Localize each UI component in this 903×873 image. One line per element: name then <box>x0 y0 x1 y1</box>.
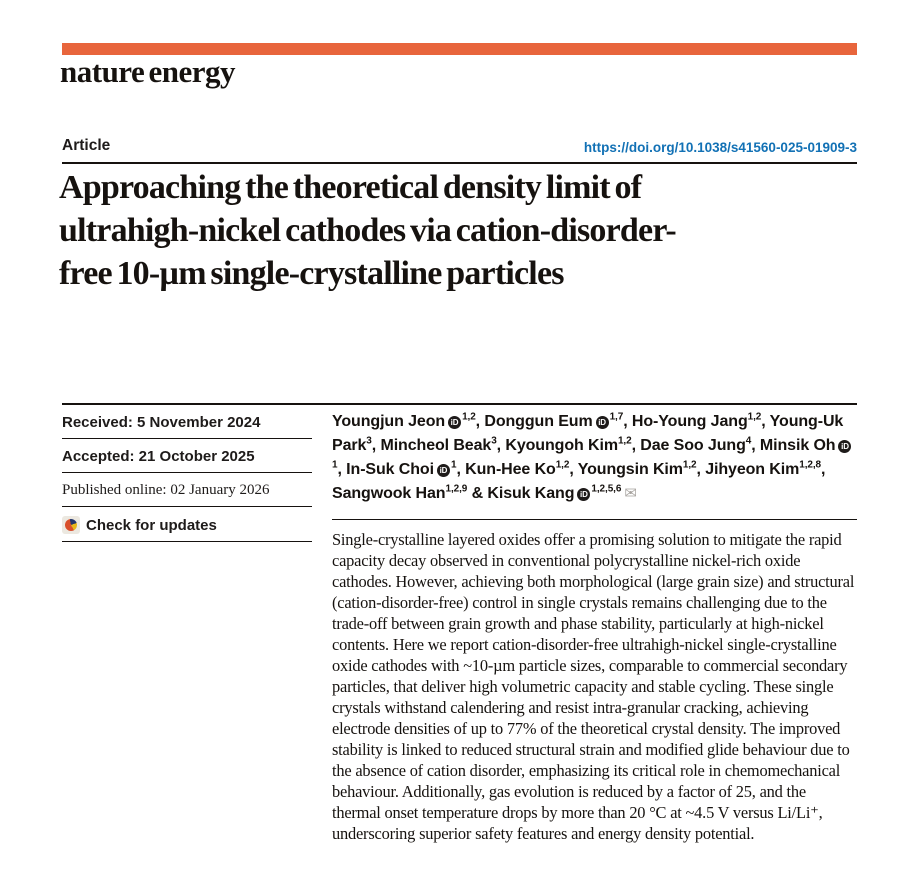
orcid-icon[interactable]: iD <box>596 416 609 429</box>
author-name: Mincheol Beak <box>380 437 492 454</box>
author-superscript: 1,2,9 <box>445 483 468 495</box>
author-superscript: 1,2 <box>682 459 697 471</box>
check-for-updates-button[interactable] <box>62 516 312 534</box>
meta-received: Received: 5 November 2024 <box>62 405 312 439</box>
author-name: Jihyeon Kim <box>705 461 800 478</box>
content-columns <box>62 405 857 844</box>
author-name: Minsik Oh <box>759 437 836 454</box>
meta-accepted: Accepted: 21 October 2025 <box>62 439 312 473</box>
author-superscript: 1,2 <box>747 411 762 423</box>
author-superscript: 1,2 <box>555 459 570 471</box>
author-superscript: 1,2,5,6 <box>591 483 622 495</box>
author-superscript: 1,7 <box>609 411 624 423</box>
author-superscript: 4 <box>745 435 752 447</box>
email-icon[interactable]: ✉ <box>624 485 637 502</box>
abstract-section <box>332 519 857 844</box>
author-name: Youngsin Kim <box>577 461 683 478</box>
article-type-label: Article <box>62 137 111 154</box>
author-superscript: 1 <box>450 459 457 471</box>
author-superscript: 1,2 <box>617 435 632 447</box>
orcid-icon[interactable]: iD <box>448 416 461 429</box>
journal-logo: nature energy <box>60 54 236 89</box>
author-name: Donggun Eum <box>484 413 593 430</box>
orcid-icon[interactable]: iD <box>437 464 450 477</box>
author-list: Youngjun Jeon iD $^{1,2}$, Donggun Eum iD $^{1,7}$, Ho-Young Jang$^{1,2}$, Young-Uk Park$^3$, Mincheol Beak$^3$, Kyoungoh Kim$^{1,2}$, Dae Soo Jung$^4$, Minsik Oh $iD^1$, In-Suk Choi iD $^1$, Kun-Hee Ko$^{1,2}$, Youngsin Kim$^{1,2}$, Jihyeon Kim$^{1,2,8}$, Sangwook Han$^{1,2,9}$ & Kisuk Kang iD $^{1,2,5,6}$ ✉ <box>332 405 857 506</box>
author-superscript: 3 <box>491 435 497 447</box>
metadata-column <box>62 405 312 844</box>
crossmark-icon <box>62 516 80 534</box>
author-superscript: 1 <box>332 459 338 471</box>
article-header-row <box>62 137 857 164</box>
main-column <box>332 405 857 844</box>
author-name: Dae Soo Jung <box>640 437 746 454</box>
orcid-icon[interactable]: iD <box>577 488 590 501</box>
author-superscript: 1,2,8 <box>799 459 821 471</box>
author-name: Youngjun Jeon <box>332 413 446 430</box>
author-name: Kun-Hee Ko <box>465 461 556 478</box>
author-name: Ho-Young Jang <box>631 413 748 430</box>
author-name: Kyoungoh Kim <box>505 437 618 454</box>
author-name: Sangwook Han <box>332 485 446 502</box>
abstract-text: Single-crystalline layered oxides offer a promising solution to mitigate the rapid capacity decay observed in conventional polycrystalline nickel-rich oxide cathodes. However, achieving both morphological (large grain size) and structural (cation-disorder-free) control in single crystals remains challenging due to the trade-off between grain growth and phase stability, particularly at high-nickel contents. Here we report cation-disorder-free ultrahigh-nickel single-crystalline oxide cathodes with ~10-µm particle sizes, comparable to commercial secondary particles, that deliver high volumetric capacity and stable cycling. These single crystals withstand calendering and resist intra-granular cracking, achieving electrode densities of up to 77% of the theoretical crystal density. The improved stability is linked to reduced structural strain and modified glide behaviour due to the absence of cation disorder, emphasizing its critical role in chemomechanical behaviour. Additionally, gas evolution is reduced by a factor of 25, and the thermal onset temperature drops by more than 20 °C at ~4.5 V versus Li/Li⁺, underscoring superior safety features and energy density potential. <box>332 530 855 843</box>
check-for-updates-label: Check for updates <box>86 516 217 534</box>
author-name: Kisuk Kang <box>487 485 575 502</box>
author-name: Young-Uk Park <box>332 413 844 454</box>
meta-published: Published online: 02 January 2026 <box>62 473 312 507</box>
doi-link[interactable]: https://doi.org/10.1038/s41560-025-01909-3 <box>583 140 857 155</box>
author-superscript: 1,2 <box>462 411 476 423</box>
article-title: Approaching the theoretical density limit of ultrahigh-nickel cathodes via cation-disorder-free 10-µm single-crystalline particles <box>59 169 676 292</box>
author-name: In-Suk Choi <box>346 461 434 478</box>
author-superscript: 3 <box>366 435 372 447</box>
orcid-icon[interactable]: iD <box>838 440 851 453</box>
